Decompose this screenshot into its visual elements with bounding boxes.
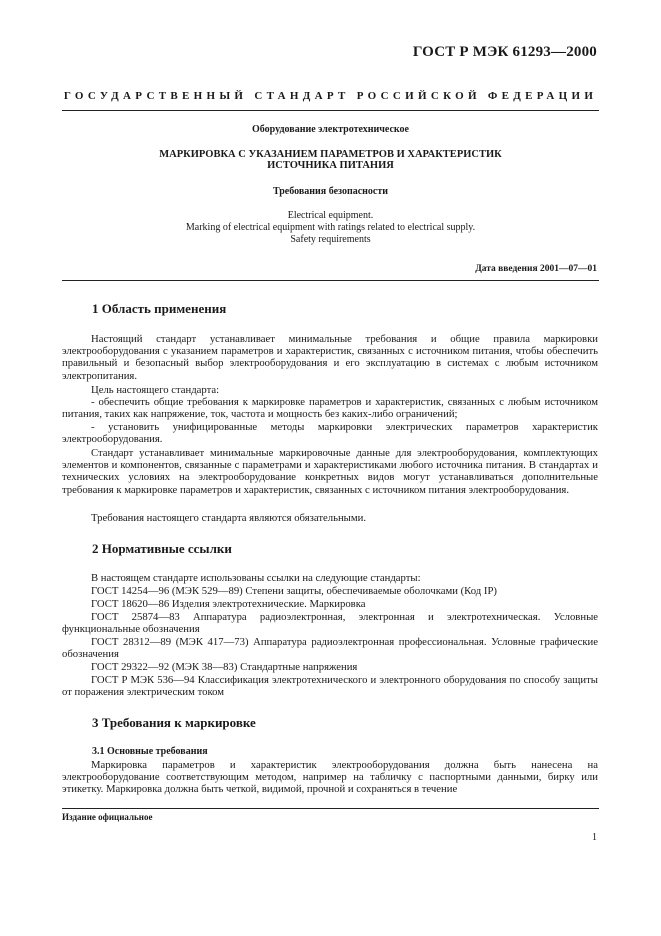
section3-paragraph1: Маркировка параметров и характеристик электрооборудования должна быть нанесена на электрооборудование соответствующим методом, например на табличку с паспортными данными, бирку или этикетку. Маркировка должна быть четкой, видимой, прочной и сохраняться в течение [62, 759, 598, 796]
reference-item: ГОСТ 14254—96 (МЭК 529—89) Степени защиты, обеспечиваемые оболочками (Код IP) [91, 585, 497, 597]
english-title-line1: Electrical equipment. [287, 210, 374, 221]
subsection-3-1-heading: 3.1 Основные требования [92, 746, 208, 757]
introduction-date: Дата введения 2001—07—01 [475, 264, 597, 274]
section1-paragraph3: - обеспечить общие требования к маркировке параметров и характеристик, связанных с любым источником питания, таких как напряжение, ток, частота и мощность без каких-либо ограничений; [62, 396, 598, 421]
english-title [62, 210, 599, 246]
reference-item: ГОСТ 29322—92 (МЭК 38—83) Стандартные напряжения [91, 661, 358, 673]
subject-line: Оборудование электротехническое [252, 124, 409, 135]
reference-item: ГОСТ 18620—86 Изделия электротехнические. Маркировка [91, 598, 366, 610]
reference-item: ГОСТ 28312—89 (МЭК 417—73) Аппаратура радиоэлектронная профессиональная. Условные графические обозначения [62, 636, 598, 661]
state-standard-title: ГОСУДАРСТВЕННЫЙ СТАНДАРТ РОССИЙСКОЙ ФЕДЕРАЦИИ [63, 90, 598, 102]
reference-item: ГОСТ Р МЭК 536—94 Классификация электротехнического и электронного оборудования по способу защиты от поражения электрическим током [62, 674, 598, 699]
section1-paragraph1: Настоящий стандарт устанавливает минимальные требования и общие правила маркировки электрооборудования с указанием параметров и характеристик, связанных с источником питания, чтобы обеспечить правильный и безопасный выбор электрооборудования и его эксплуатацию в системах с любым источником электропитания. [62, 333, 598, 382]
english-title-line2: Marking of electrical equipment with ratings related to electrical supply. [185, 222, 476, 233]
footer-divider [62, 808, 599, 809]
reference-item: ГОСТ 25874—83 Аппаратура радиоэлектронная, электронная и электротехническая. Условные функциональные обозначения [62, 611, 598, 636]
official-edition-label: Издание официальное [62, 812, 153, 822]
top-divider [62, 110, 599, 111]
section1-paragraph4: - установить унифицированные методы маркировки электрических параметров характеристик электрооборудования. [62, 421, 598, 446]
section2-heading: 2 Нормативные ссылки [92, 541, 232, 556]
main-title-line2: ИСТОЧНИКА ПИТАНИЯ [267, 160, 394, 171]
section1-paragraph6: Требования настоящего стандарта являются обязательными. [91, 512, 367, 524]
requirements-line: Требования безопасности [272, 186, 389, 197]
main-title [62, 149, 599, 171]
section1-heading: 1 Область применения [92, 301, 227, 316]
section2-intro: В настоящем стандарте использованы ссылки на следующие стандарты: [91, 572, 421, 584]
standard-code: ГОСТ Р МЭК 61293—2000 [412, 44, 597, 60]
english-title-line3: Safety requirements [290, 234, 371, 245]
middle-divider [62, 280, 599, 281]
page-number: 1 [592, 832, 597, 843]
section3-heading: 3 Требования к маркировке [92, 715, 256, 730]
section1-paragraph5: Стандарт устанавливает минимальные маркировочные данные для электрооборудования, комплектующих элементов и компонентов, связанные с параметрами и характеристиками любого источника питания. В стандартах и технических условиях на электрооборудование конкретных видов могут устанавливаться дополнительные требования к маркировке параметров и характеристик, связанных с источником питания электрооборудования. [62, 447, 598, 496]
main-title-line1: МАРКИРОВКА С УКАЗАНИЕМ ПАРАМЕТРОВ И ХАРАКТЕРИСТИК [159, 149, 502, 160]
section1-paragraph2: Цель настоящего стандарта: [91, 384, 220, 396]
